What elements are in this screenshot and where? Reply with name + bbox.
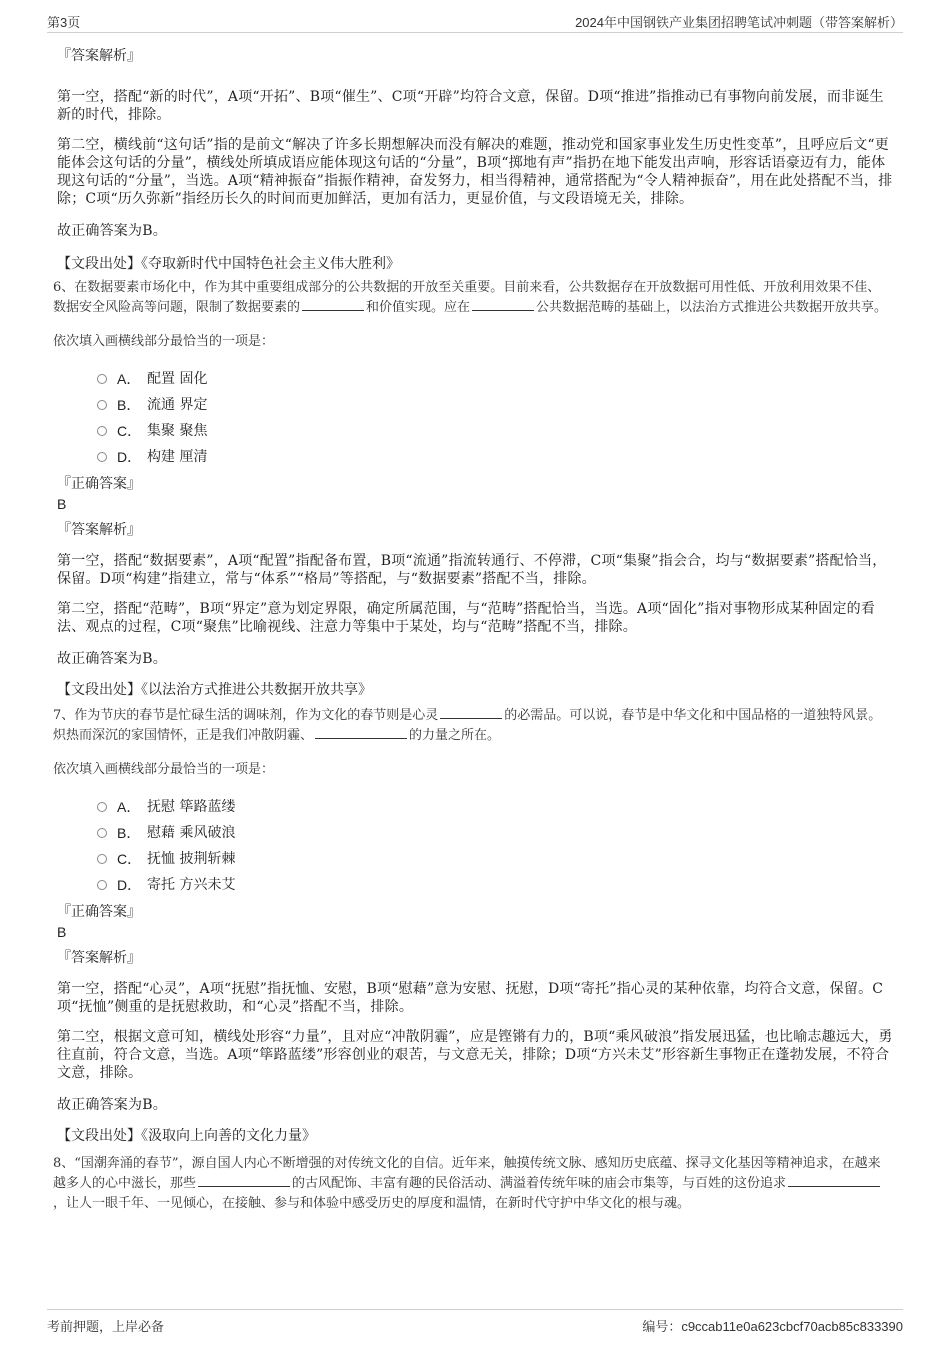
conclusion: 故正确答案为B。 bbox=[57, 651, 167, 667]
option-b[interactable]: B． 慰藉 乘风破浪 bbox=[97, 820, 893, 846]
source-citation: 【文段出处】《以法治方式推进公共数据开放共享》 bbox=[57, 682, 372, 698]
conclusion: 故正确答案为B。 bbox=[57, 1097, 167, 1113]
option-a[interactable]: A． 配置 固化 bbox=[97, 366, 893, 392]
radio-icon[interactable] bbox=[97, 802, 107, 812]
option-d[interactable]: D． 寄托 方兴未艾 bbox=[97, 872, 893, 898]
correct-answer: B bbox=[57, 924, 67, 940]
document-code: 编号：c9ccab11e0a623cbcf70acb85c833390 bbox=[642, 1319, 903, 1334]
radio-icon[interactable] bbox=[97, 400, 107, 410]
correct-answer-label: 『正确答案』 bbox=[57, 904, 141, 920]
analysis-paragraph: 第一空，搭配“心灵”，A项“抚慰”指抚恤、安慰，B项“慰藉”意为安慰、抚慰，D项“寄托”指心灵的某种依靠，均符合文意，保留。C项“抚恤”侧重的是抚慰救助，和“心灵”搭配不当，排除。 bbox=[57, 981, 884, 1015]
analysis-paragraph: 第二空，搭配“范畴”，B项“界定”意为划定界限，确定所属范围，与“范畴”搭配恰当，当选。A项“固化”指对事物形成某种固定的看法、观点的过程，C项“聚焦”比喻视线、注意力等集中于某处，均与“范畴”搭配不当，排除。 bbox=[57, 601, 876, 635]
question-6-options bbox=[97, 366, 893, 470]
page-number: 第3页 bbox=[47, 15, 81, 30]
correct-answer: B bbox=[57, 496, 67, 512]
blank-1 bbox=[302, 298, 364, 311]
option-c[interactable]: C． 集聚 聚焦 bbox=[97, 418, 893, 444]
radio-icon[interactable] bbox=[97, 880, 107, 890]
document-title: 2024年中国钢铁产业集团招聘笔试冲刺题（带答案解析） bbox=[575, 15, 903, 30]
radio-icon[interactable] bbox=[97, 426, 107, 436]
footer-slogan: 考前押题，上岸必备 bbox=[47, 1319, 165, 1334]
option-c[interactable]: C． 抚恤 披荆斩棘 bbox=[97, 846, 893, 872]
option-b[interactable]: B． 流通 界定 bbox=[97, 392, 893, 418]
page-footer bbox=[47, 1309, 903, 1338]
correct-answer-label: 『正确答案』 bbox=[57, 476, 141, 492]
option-d[interactable]: D． 构建 厘清 bbox=[97, 444, 893, 470]
analysis-paragraph: 第二空，横线前“这句话”指的是前文“解决了许多长期想解决而没有解决的难题，推动党和国家事业发生历史性变革”，且呼应后文“更能体会这句话的分量”，横线处所填成语应能体现这句话的“分量”，B项“掷地有声”指扔在地下能发出声响，形容话语豪迈有力，能体现这句话的“分量”，当选。A项“精神振奋”指振作精神，奋发努力，相当得精神，通常搭配为“令人精神振奋”，用在此处搭配不当，排除；C项“历久弥新”指经历长久的时间而更加鲜活，更加有活力，更显价值，与文段语境无关，排除。 bbox=[57, 137, 893, 207]
page-content bbox=[53, 40, 893, 1214]
question-prompt: 依次填入画横线部分最恰当的一项是： bbox=[53, 762, 275, 777]
blank-2 bbox=[472, 298, 534, 311]
conclusion: 故正确答案为B。 bbox=[57, 223, 167, 239]
radio-icon[interactable] bbox=[97, 828, 107, 838]
blank-2 bbox=[315, 726, 407, 739]
analysis-paragraph: 第一空，搭配“数据要素”，A项“配置”指配备布置，B项“流通”指流转通行、不停滞，C项“集聚”指会合，均与“数据要素”搭配恰当，保留。D项“构建”指建立，常与“体系”“格局”等搭配，与“数据要素”搭配不当，排除。 bbox=[57, 553, 887, 587]
radio-icon[interactable] bbox=[97, 854, 107, 864]
analysis-label: 『答案解析』 bbox=[57, 48, 141, 64]
question-8-text: 8、“国潮奔涌的春节”，源自国人内心不断增强的对传统文化的自信。近年来，触摸传统文脉、感知历史底蕴、探寻文化基因等精神追求，在越来越多人的心中滋长，那些 的古风配饰、丰富有趣的民俗活动、满溢着传统年味的庙会市集等，与百姓的这份追求，让人一眼千年、一见倾心，在接触、参与和体验中感受历史的厚度和温情，在新时代守护中华文化的根与魂。 bbox=[53, 1156, 881, 1211]
blank-1 bbox=[198, 1174, 290, 1187]
analysis-label: 『答案解析』 bbox=[57, 950, 141, 966]
source-citation: 【文段出处】《汲取向上向善的文化力量》 bbox=[57, 1128, 316, 1144]
analysis-paragraph: 第二空，根据文意可知，横线处形容“力量”，且对应“冲散阴霾”，应是铿锵有力的，B项“乘风破浪”指发展迅猛，也比喻志趣远大，勇往直前，符合文意，当选。A项“筚路蓝缕”形容创业的艰苦，与文意无关，排除；D项“方兴未艾”形容新生事物正在蓬勃发展，不符合文意，排除。 bbox=[57, 1029, 893, 1081]
analysis-label: 『答案解析』 bbox=[57, 522, 141, 538]
radio-icon[interactable] bbox=[97, 374, 107, 384]
option-a[interactable]: A． 抚慰 筚路蓝缕 bbox=[97, 794, 893, 820]
blank-2 bbox=[788, 1174, 880, 1187]
analysis-paragraph: 第一空，搭配“新的时代”，A项“开拓”、B项“催生”、C项“开辟”均符合文意，保留。D项“推进”指推动已有事物向前发展，而非诞生新的时代，排除。 bbox=[57, 89, 884, 123]
question-prompt: 依次填入画横线部分最恰当的一项是： bbox=[53, 334, 275, 349]
blank-1 bbox=[440, 706, 502, 719]
source-citation: 【文段出处】《夺取新时代中国特色社会主义伟大胜利》 bbox=[57, 256, 400, 272]
question-6-text: 6、在数据要素市场化中，作为其中重要组成部分的公共数据的开放至关重要。目前来看，公共数据存在开放数据可用性低、开放利用效果不佳、数据安全风险高等问题，限制了数据要素的 和价值实现。应在 公共数据范畴的基础上，以法治方式推进公共数据开放共享。 bbox=[53, 280, 888, 315]
page-header bbox=[47, 12, 903, 33]
question-7-text: 7、作为节庆的春节是忙碌生活的调味剂，作为文化的春节则是心灵 的必需品。可以说，春节是中华文化和中国品格的一道独特风景。炽热而深沉的家国情怀，正是我们冲散阴霾、 的力量之所在。 bbox=[53, 708, 882, 743]
question-7-options bbox=[97, 794, 893, 898]
radio-icon[interactable] bbox=[97, 452, 107, 462]
